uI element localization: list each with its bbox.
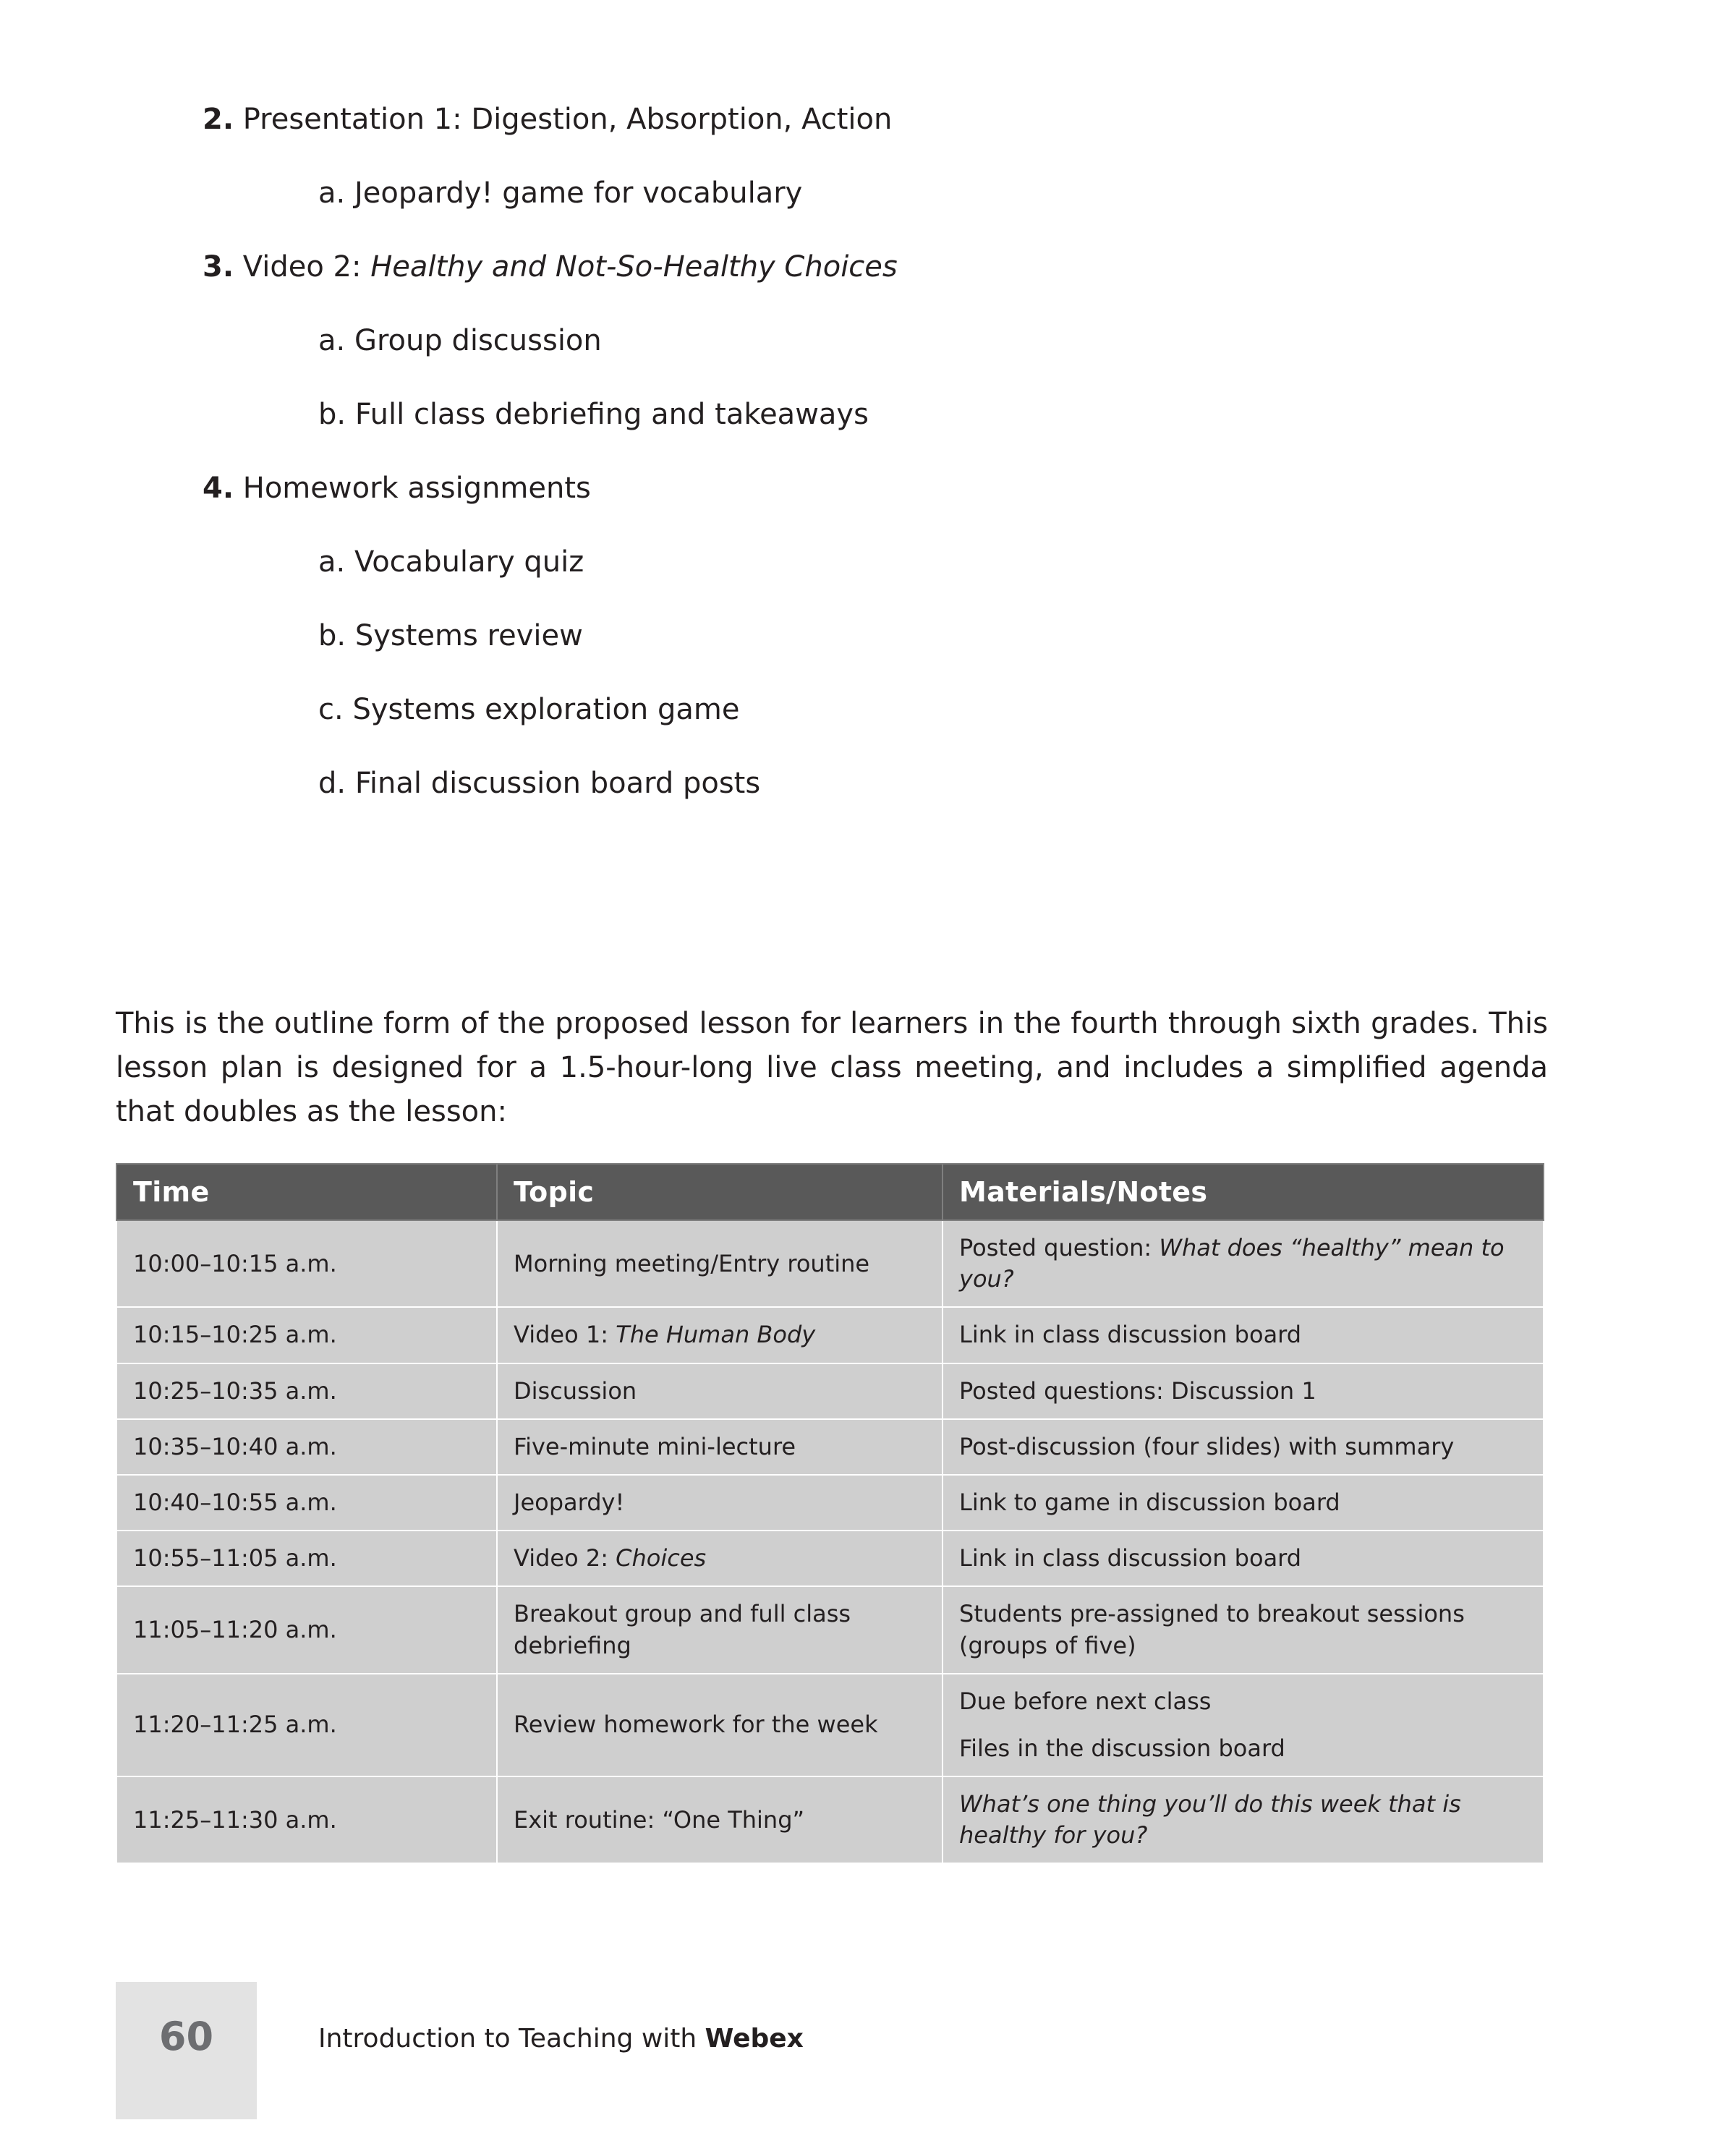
table-row bbox=[116, 1531, 1544, 1586]
cell-topic bbox=[497, 1531, 943, 1586]
footer-title bbox=[318, 2024, 804, 2053]
outline-item-text: Presentation 1: Digestion, Absorption, Action bbox=[242, 103, 893, 136]
table-row bbox=[116, 1475, 1544, 1531]
cell-topic bbox=[497, 1307, 943, 1363]
cell-materials bbox=[943, 1674, 1544, 1776]
footer-title-plain: Introduction to Teaching with bbox=[318, 2024, 705, 2053]
outline-list bbox=[116, 101, 1635, 839]
outline-item-text: Systems review bbox=[354, 619, 583, 652]
outline-item-text: Group discussion bbox=[354, 324, 602, 357]
topic-text-italic: The Human Body bbox=[616, 1321, 816, 1349]
cell-time: 11:05–11:20 a.m. bbox=[116, 1586, 497, 1673]
cell-materials: Students pre-assigned to breakout sessions (groups of five) bbox=[943, 1586, 1544, 1673]
outline-item-2a bbox=[116, 175, 1635, 211]
outline-item-4d bbox=[116, 765, 1635, 801]
outline-item-number: b. bbox=[318, 398, 346, 431]
table-row bbox=[116, 1363, 1544, 1419]
cell-materials: What’s one thing you’ll do this week that is healthy for you? bbox=[943, 1776, 1544, 1863]
cell-time: 11:20–11:25 a.m. bbox=[116, 1674, 497, 1776]
cell-time: 11:25–11:30 a.m. bbox=[116, 1776, 497, 1863]
cell-time: 10:35–10:40 a.m. bbox=[116, 1419, 497, 1475]
cell-time: 10:55–11:05 a.m. bbox=[116, 1531, 497, 1586]
column-header-time: Time bbox=[116, 1164, 497, 1220]
outline-item-text: Final discussion board posts bbox=[354, 767, 761, 800]
outline-item-number: 3. bbox=[203, 250, 234, 284]
outline-item-2 bbox=[116, 101, 1635, 137]
outline-item-text: Vocabulary quiz bbox=[354, 545, 584, 579]
cell-time: 10:40–10:55 a.m. bbox=[116, 1475, 497, 1531]
topic-text: Video 2: bbox=[514, 1544, 616, 1572]
outline-item-3 bbox=[116, 249, 1635, 285]
table-row bbox=[116, 1307, 1544, 1363]
materials-text: Posted question: bbox=[959, 1234, 1160, 1261]
cell-topic: Jeopardy! bbox=[497, 1475, 943, 1531]
outline-item-number: a. bbox=[318, 176, 346, 210]
outline-item-number: a. bbox=[318, 545, 346, 579]
cell-time: 10:25–10:35 a.m. bbox=[116, 1363, 497, 1419]
table-row bbox=[116, 1419, 1544, 1475]
cell-time: 10:15–10:25 a.m. bbox=[116, 1307, 497, 1363]
cell-materials: Posted questions: Discussion 1 bbox=[943, 1363, 1544, 1419]
cell-materials: Link to game in discussion board bbox=[943, 1475, 1544, 1531]
outline-item-number: a. bbox=[318, 324, 346, 357]
cell-topic: Five-minute mini-lecture bbox=[497, 1419, 943, 1475]
outline-item-number: 2. bbox=[203, 103, 234, 136]
outline-item-number: c. bbox=[318, 693, 344, 726]
table-row bbox=[116, 1674, 1544, 1776]
page-number: 60 bbox=[158, 2014, 214, 2059]
outline-item-text: Systems exploration game bbox=[352, 693, 740, 726]
cell-topic: Discussion bbox=[497, 1363, 943, 1419]
outline-item-3b bbox=[116, 396, 1635, 433]
outline-item-number: 4. bbox=[203, 472, 234, 505]
topic-text-italic: Choices bbox=[616, 1544, 707, 1572]
body-paragraph: This is the outline form of the proposed lesson for learners in the fourth through sixth grades. This lesson plan is designed for a 1.5-hour-long live class meeting, and includes a simplified agenda that doubles as the lesson: bbox=[116, 1007, 1548, 1128]
topic-text: Video 1: bbox=[514, 1321, 616, 1349]
footer-title-brand: Webex bbox=[705, 2024, 804, 2053]
table-header-row bbox=[116, 1164, 1544, 1220]
column-header-materials: Materials/Notes bbox=[943, 1164, 1544, 1220]
outline-item-text: Full class debriefing and takeaways bbox=[354, 398, 869, 431]
agenda-table bbox=[116, 1163, 1544, 1864]
cell-topic: Breakout group and full class debriefing bbox=[497, 1586, 943, 1673]
column-header-topic: Topic bbox=[497, 1164, 943, 1220]
cell-materials: Link in class discussion board bbox=[943, 1531, 1544, 1586]
outline-item-text: Homework assignments bbox=[242, 472, 591, 505]
materials-line-2: Files in the discussion board bbox=[959, 1734, 1285, 1762]
cell-topic: Review homework for the week bbox=[497, 1674, 943, 1776]
materials-text-italic: What does “healthy” mean to you? bbox=[959, 1234, 1505, 1293]
outline-item-text-italic: Healthy and Not-So-Healthy Choices bbox=[370, 250, 898, 284]
page-footer bbox=[116, 1982, 1635, 2119]
outline-item-4b bbox=[116, 618, 1635, 654]
materials-line-1: Due before next class bbox=[959, 1687, 1212, 1715]
cell-topic: Exit routine: “One Thing” bbox=[497, 1776, 943, 1863]
table-row bbox=[116, 1586, 1544, 1673]
outline-item-text: Jeopardy! game for vocabulary bbox=[354, 176, 803, 210]
cell-time: 10:00–10:15 a.m. bbox=[116, 1220, 497, 1307]
outline-item-text: Video 2: bbox=[242, 250, 371, 284]
outline-item-4c bbox=[116, 691, 1635, 728]
cell-topic: Morning meeting/Entry routine bbox=[497, 1220, 943, 1307]
outline-item-number: b. bbox=[318, 619, 346, 652]
outline-item-4a bbox=[116, 544, 1635, 580]
cell-materials: Link in class discussion board bbox=[943, 1307, 1544, 1363]
table-row bbox=[116, 1220, 1544, 1307]
outline-item-number: d. bbox=[318, 767, 346, 800]
table-row bbox=[116, 1776, 1544, 1863]
outline-item-3a bbox=[116, 323, 1635, 359]
cell-materials: Post-discussion (four slides) with summary bbox=[943, 1419, 1544, 1475]
agenda-table-wrapper bbox=[116, 1163, 1544, 1864]
outline-item-4 bbox=[116, 470, 1635, 506]
materials-spacer bbox=[959, 1717, 1527, 1733]
cell-materials bbox=[943, 1220, 1544, 1307]
